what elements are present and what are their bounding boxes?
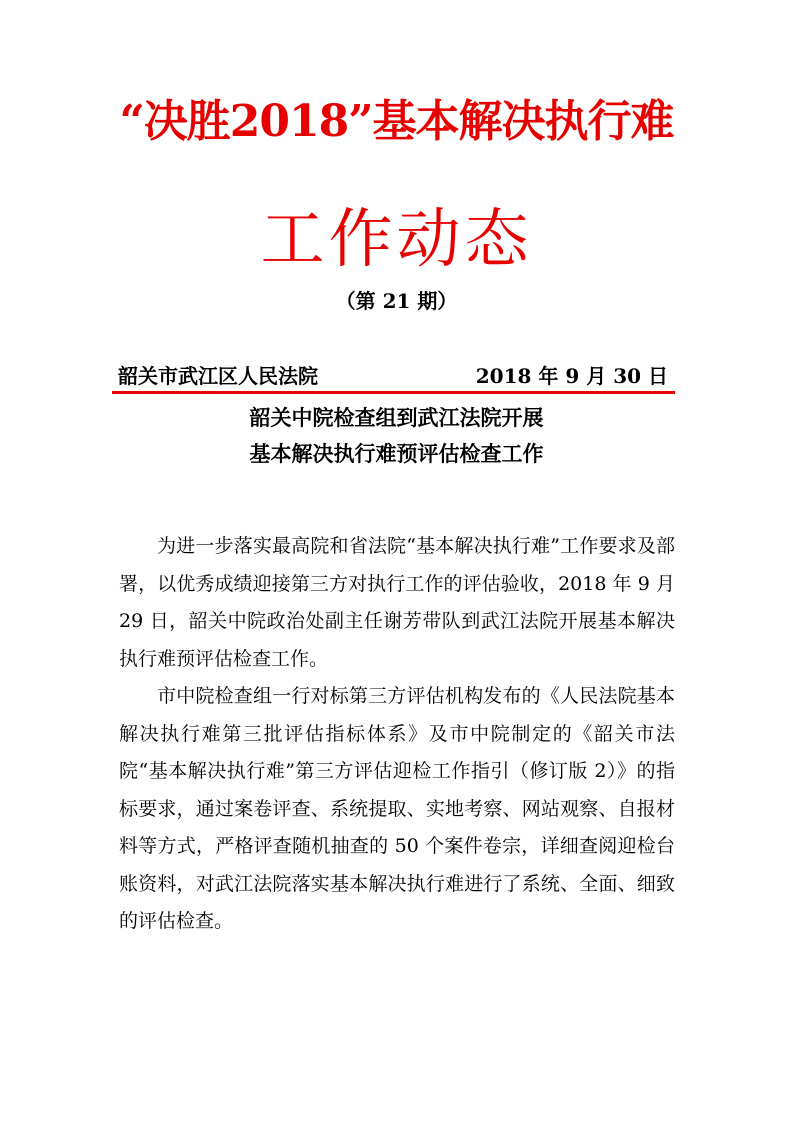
article-title-line: 基本解决执行难预评估检查工作 bbox=[249, 442, 544, 466]
masthead-title-line1: “决胜2018”基本解决执行难 bbox=[119, 96, 674, 147]
body-paragraph: 市中院检查组一行对标第三方评估机构发布的《人民法院基本解决执行难第三批评估指标体系》及市中院制定的《韶关市法院“基本解决执行难”第三方评估迎检工作指引（修订版 2）》的指标要求，通过案卷评查、系统提取、实地考察、网站观察、自报材料等方式，严格评查随机抽查的 50 个案件卷宗，详细查阅迎检台账资料，对武江法院落实基本解决执行难进行了系统、全面、细致的评估检查。 bbox=[119, 685, 675, 932]
body-paragraph: 为进一步落实最高院和省法院“基本解决执行难”工作要求及部署，以优秀成绩迎接第三方对执行工作的评估验收，2018 年 9 月 29 日，韶关中院政治处副主任谢芳带队到武江法院开展基本解决执行难预评估检查工作。 bbox=[119, 535, 675, 670]
issuing-organization: 韶关市武江区人民法院 bbox=[118, 364, 318, 388]
article-title-line: 韶关中院检查组到武江法院开展 bbox=[249, 406, 544, 430]
meta-row bbox=[118, 362, 668, 390]
issue-number: （第 21 期） bbox=[335, 289, 458, 313]
masthead-title-line2: 工作动态 bbox=[260, 203, 533, 277]
red-divider-rule bbox=[112, 391, 675, 394]
article-body bbox=[119, 528, 675, 941]
issue-date: 2018 年 9 月 30 日 bbox=[475, 364, 668, 388]
article-title bbox=[0, 400, 793, 472]
